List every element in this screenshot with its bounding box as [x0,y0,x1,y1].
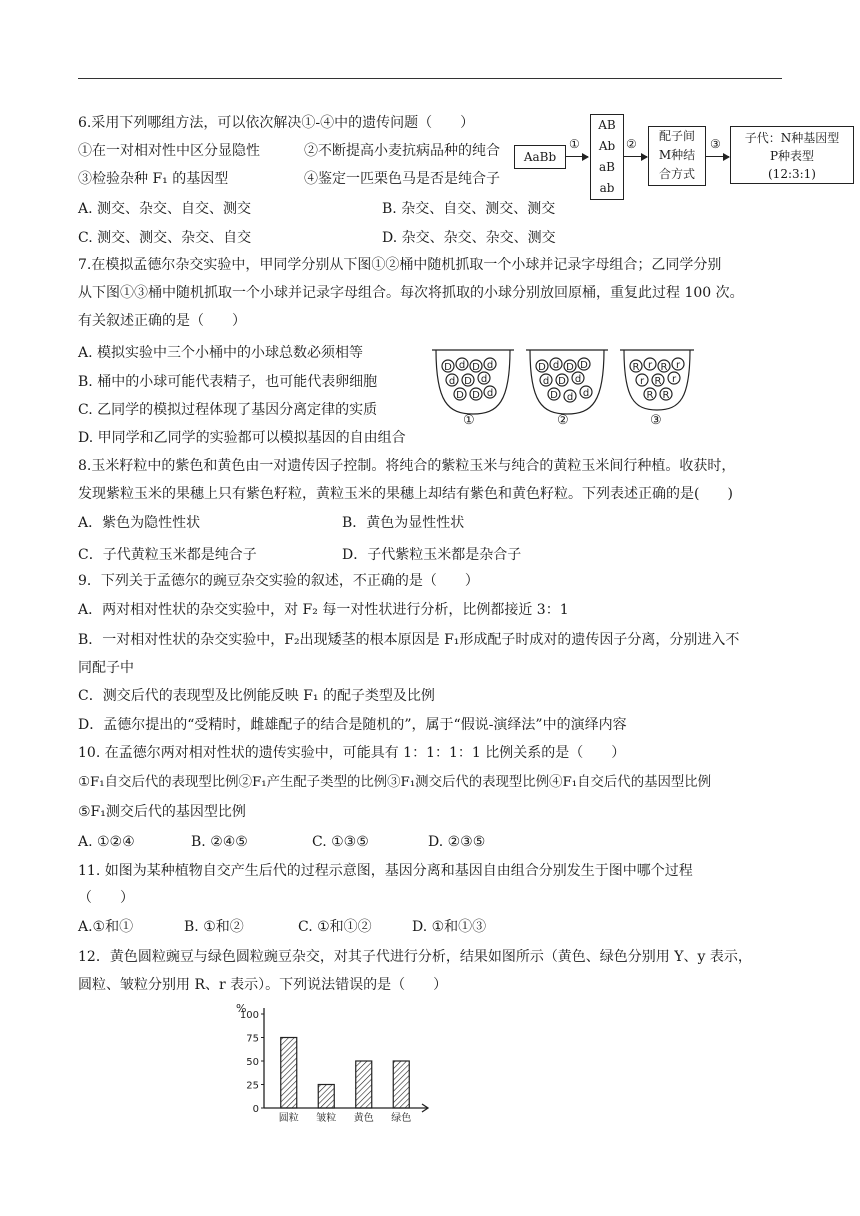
combination-line-3: 合方式 [658,167,695,181]
step-3-label: ③ [710,137,721,151]
q6-item-4: ④鉴定一匹栗色马是否是纯合子 [304,171,500,187]
q7-option-a[interactable]: A. 模拟实验中三个小桶中的小球总数必须相等 [78,345,364,361]
svg-text:d: d [574,374,582,385]
bar [281,1038,297,1109]
q10-items-line-2: ⑤F₁测交后代的基因型比例 [78,804,246,820]
q11-option-c[interactable]: C. ①和①② [298,919,372,935]
svg-text:R: R [632,362,640,373]
svg-text:r: r [647,360,653,371]
q10-option-a[interactable]: A. ①②④ [78,834,135,850]
q7-option-b[interactable]: B. 桶中的小球可能代表精子，也可能代表卵细胞 [78,374,378,390]
q8-option-a[interactable]: A．紫色为隐性性状 [78,515,201,531]
svg-text:D: D [472,362,480,373]
combination-line-1: 配子间 [658,129,695,143]
q10-option-b[interactable]: B. ②④⑤ [191,834,248,850]
q7-stem-line-2: 从下图①③桶中随机抓取一个小球并记录字母组合。每次将抓取的小球分别放回原桶，重复此过程 100 次。 [78,285,744,301]
q11-stem-line-1: 11. 如图为某种植物自交产生后代的过程示意图，基因分离和基因自由组合分别发生于图中哪个过程 [78,863,693,879]
x-tick-label: 黄色 [353,1113,374,1124]
q11-option-b[interactable]: B. ①和② [184,919,244,935]
gamete-ab: ab [599,181,615,195]
q8-option-b[interactable]: B．黄色为显性性状 [342,515,465,531]
bucket-2 [526,350,608,414]
y-tick-label: 100 [239,1010,259,1021]
bucket-1-label: ① [463,413,475,428]
svg-text:d: d [486,360,494,371]
offspring-box [730,126,854,184]
gametes-box [590,114,624,200]
y-axis-unit-label: % [236,1002,247,1015]
q10-option-c[interactable]: C. ①③⑤ [312,834,369,850]
y-tick-label: 0 [252,1104,259,1115]
svg-text:D: D [444,362,452,373]
q12-stem-line-1: 12．黄色圆粒豌豆与绿色圆粒豌豆杂交，对其子代进行分析，结果如图所示（黄色、绿色分别用 Y、y 表示， [78,949,752,965]
q7-option-d[interactable]: D. 甲同学和乙同学的实验都可以模拟基因的自由组合 [78,430,406,446]
step-2-arrow [623,156,647,157]
svg-text:r: r [639,376,645,387]
q8-option-d[interactable]: D．子代紫粒玉米都是杂合子 [342,547,522,563]
q8-stem-line-1: 8.玉米籽粒中的紫色和黄色由一对遗传因子控制。将纯合的紫粒玉米与纯合的黄粒玉米间行种植。收获时， [78,458,736,474]
step-2-label: ② [626,137,637,151]
q6-stem: 6.采用下列哪组方法，可以依次解决①-④中的遗传问题（ ） [78,115,475,131]
x-tick-label: 绿色 [391,1113,412,1124]
offspring-line-3: (12:3:1) [768,167,816,181]
q9-option-c[interactable]: C．测交后代的表现型及比例能反映 F₁ 的配子类型及比例 [78,688,435,704]
step-3-arrow [705,156,729,157]
q10-items-line-1: ①F₁自交后代的表现型比例②F₁产生配子类型的比例③F₁测交后代的表现型比例④F₁自交后代的基因型比例 [78,775,712,790]
y-tick-label: 50 [246,1057,259,1068]
parent-genotype-box: AaBb [514,145,566,169]
q8-stem-line-2: 发现紫粒玉米的果穗上只有紫色籽粒，黄粒玉米的果穗上却结有紫色和黄色籽粒。下列表述正确的是( ) [78,486,733,502]
q10-stem: 10. 在孟德尔两对相对性状的遗传实验中，可能具有 1：1：1：1 比例关系的是（ ） [78,745,626,761]
svg-text:D: D [566,362,574,373]
bar [356,1061,372,1108]
q8-option-c[interactable]: C．子代黄粒玉米都是纯合子 [78,547,257,563]
bar [318,1085,334,1109]
svg-text:d: d [458,360,466,371]
svg-text:D: D [558,376,566,387]
bucket-3 [620,350,694,410]
q9-option-d[interactable]: D．孟德尔提出的“受精时，雌雄配子的结合是随机的”，属于“假说-演绎法”中的演绎内容 [78,717,627,733]
offspring-line-2: P种表型 [769,149,815,163]
bar [393,1061,409,1108]
q6-option-a[interactable]: A. 测交、杂交、自交、测交 [78,201,252,217]
gamete-Ab: Ab [598,139,616,153]
y-tick-label: 25 [246,1080,259,1092]
offspring-line-1: 子代：N种基因型 [744,131,840,145]
svg-text:R: R [654,376,662,387]
q6-item-3: ③检验杂种 F₁ 的基因型 [78,171,229,187]
q6-option-c[interactable]: C. 测交、测交、杂交、自交 [78,230,252,246]
svg-text:d: d [542,376,550,387]
q9-option-a[interactable]: A．两对相对性状的杂交实验中，对 F₂ 每一对性状进行分析，比例都接近 3：1 [78,602,569,618]
step-1-arrow [566,156,588,157]
q10-option-d[interactable]: D. ②③⑤ [428,834,486,850]
q7-stem-line-3: 有关叙述正确的是（ ） [78,313,246,329]
header-rule [78,78,782,79]
q7-option-c[interactable]: C. 乙同学的模拟过程体现了基因分离定律的实质 [78,402,378,418]
q11-option-d[interactable]: D. ①和①③ [412,919,487,935]
q6-option-d[interactable]: D. 杂交、杂交、杂交、测交 [382,230,556,246]
q9-option-b-line-1[interactable]: B．一对相对性状的杂交实验中，F₂出现矮茎的根本原因是 F₁形成配子时成对的遗传因子分离，分别进入不 [78,632,740,648]
svg-text:D: D [580,360,588,371]
q11-option-a[interactable]: A.①和① [78,919,134,935]
q7-stem-line-1: 7.在模拟孟德尔杂交实验中，甲同学分别从下图①②桶中随机抓取一个小球并记录字母组合；乙同学分别 [78,257,722,273]
svg-text:r: r [671,374,677,385]
gamete-aB: aB [599,160,615,174]
offspring-ratio-bar-chart [224,1000,436,1130]
svg-text:r: r [675,360,681,371]
svg-text:D: D [456,390,464,401]
svg-text:d: d [582,388,590,399]
svg-text:R: R [662,390,670,401]
x-tick-label: 皱粒 [316,1113,337,1124]
svg-text:D: D [464,376,472,387]
svg-text:d: d [566,392,574,403]
q11-stem-line-2: （ ） [78,890,134,906]
x-tick-label: 圆粒 [278,1113,299,1124]
combination-line-2: M种结 [658,148,696,162]
svg-text:D: D [472,390,480,401]
q9-option-b-line-2[interactable]: 同配子中 [78,660,134,676]
svg-text:d: d [480,374,488,385]
step-1-label: ① [569,137,580,151]
svg-text:R: R [660,362,668,373]
q6-item-2: ②不断提高小麦抗病品种的纯合 [304,143,500,159]
svg-text:D: D [550,390,558,401]
bucket-2-label: ② [557,413,569,428]
y-tick-label: 75 [246,1033,259,1045]
q9-stem: 9．下列关于孟德尔的豌豆杂交实验的叙述，不正确的是（ ） [78,573,479,589]
bucket-3-label: ③ [650,413,662,428]
svg-text:d: d [552,360,560,371]
svg-text:D: D [538,362,546,373]
combination-box [648,126,706,186]
bucket-1 [432,350,514,414]
svg-text:R: R [646,390,654,401]
gamete-AB: AB [598,118,616,132]
q6-item-1: ①在一对相对性中区分显隐性 [78,143,260,159]
q6-option-b[interactable]: B. 杂交、自交、测交、测交 [382,201,556,217]
q12-stem-line-2: 圆粒、皱粒分别用 R、r 表示）。下列说法错误的是（ ） [78,977,448,993]
svg-text:d: d [448,376,456,387]
svg-text:d: d [486,388,494,399]
